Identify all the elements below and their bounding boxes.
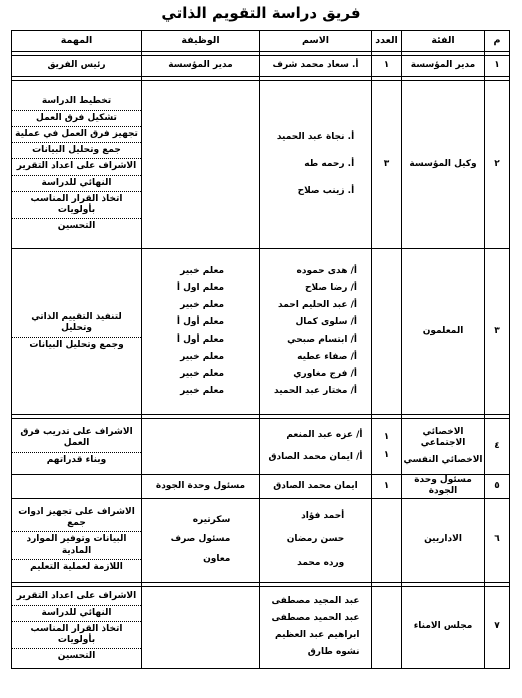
row-job: معلم أول أ bbox=[176, 317, 225, 328]
row-task: رئيس الفريق bbox=[12, 56, 142, 77]
row-jobs-cell bbox=[142, 498, 260, 582]
row-name: أ/ هدى حموده bbox=[296, 265, 357, 276]
row-category: الاخصائي النفسي bbox=[403, 455, 483, 466]
row-task: التحسين bbox=[57, 221, 96, 232]
row-job bbox=[142, 81, 260, 249]
row-count bbox=[372, 249, 402, 415]
row-category: مجلس الامناء bbox=[402, 586, 485, 668]
table-row bbox=[12, 498, 510, 582]
row-names-cell bbox=[260, 249, 372, 415]
row-name: ورده محمد bbox=[297, 557, 345, 568]
row-tasks-cell bbox=[12, 419, 142, 475]
row-name: حسن رمضان bbox=[286, 534, 345, 545]
row-name: أ/ عزه عبد المنعم bbox=[286, 430, 363, 441]
row-name: أ/ مختار عبد الحميد bbox=[274, 386, 357, 397]
row-task: اللازمة لعملية التعليم bbox=[30, 561, 123, 572]
row-job: معلم خبير bbox=[180, 300, 225, 310]
row-name: أ. زينب صلاح bbox=[297, 186, 355, 197]
row-name: أ. سعاد محمد شرف bbox=[260, 56, 372, 77]
row-name: نشوه طارق bbox=[307, 647, 360, 658]
row-task: النهائي للدراسة bbox=[12, 176, 141, 192]
header-count: العدد bbox=[372, 31, 402, 52]
row-num: ٢ bbox=[485, 81, 510, 249]
header-num: م bbox=[485, 31, 510, 52]
row-count: ١ bbox=[383, 449, 390, 460]
header-category: الفئة bbox=[402, 31, 485, 52]
row-count: ٣ bbox=[372, 81, 402, 249]
row-tasks-cell bbox=[12, 81, 142, 249]
page-title: فريق دراسة التقويم الذاتي bbox=[161, 4, 361, 22]
row-names-cell bbox=[260, 81, 372, 249]
row-category: وكيل المؤسسة bbox=[402, 81, 485, 249]
row-task: الاشراف على اعداد التقرير bbox=[12, 159, 141, 175]
row-names-cell bbox=[260, 419, 372, 475]
row-count bbox=[372, 498, 402, 582]
header-task: المهمة bbox=[12, 31, 142, 52]
row-tasks-cell bbox=[12, 498, 142, 582]
row-name: أ/ ايمان محمد الصادق bbox=[268, 451, 363, 462]
row-task: البيانات وتوفير الموارد المادية bbox=[12, 532, 141, 560]
row-name: أ/ فرج مغاوري bbox=[293, 369, 357, 379]
row-category: الاخصائي الاجتماعي bbox=[420, 426, 466, 448]
row-name: أ/ رضا صلاح bbox=[305, 282, 357, 293]
row-names-cell bbox=[260, 498, 372, 582]
row-name: عبد المجيد مصطفى bbox=[271, 595, 360, 606]
row-task bbox=[12, 475, 142, 499]
row-job bbox=[142, 586, 260, 668]
row-task: لتنفيذ التقييم الذاتي وتحليل bbox=[12, 310, 141, 338]
header-row bbox=[12, 31, 510, 52]
table-row bbox=[12, 56, 510, 77]
row-tasks-cell bbox=[12, 249, 142, 415]
row-task: النهائي للدراسة bbox=[12, 606, 141, 622]
row-name: أ/ سلوى كمال bbox=[295, 317, 357, 328]
row-name: ايمان محمد الصادق bbox=[260, 475, 372, 499]
row-job: مسئول وحدة الجودة bbox=[142, 475, 260, 499]
row-job: معاون bbox=[203, 553, 231, 564]
row-job: سكرتيره bbox=[192, 515, 231, 526]
row-job: معلم خبير bbox=[180, 386, 225, 397]
row-tasks-cell bbox=[12, 586, 142, 668]
row-count: ١ bbox=[372, 56, 402, 77]
row-name: أ. رحمه طه bbox=[304, 158, 355, 169]
row-category: المعلمون bbox=[402, 249, 485, 415]
table-row bbox=[12, 249, 510, 415]
row-category: مدير المؤسسة bbox=[402, 56, 485, 77]
row-task: الاشراف على تجهيز ادوات جمع bbox=[12, 505, 141, 533]
header-name: الاسم bbox=[260, 31, 372, 52]
table-row bbox=[12, 586, 510, 668]
row-job: معلم خبير bbox=[180, 265, 225, 276]
row-task: وجمع وتحليل البيانات bbox=[29, 339, 124, 350]
team-table bbox=[11, 30, 510, 669]
row-task: جمع وتحليل البيانات bbox=[12, 143, 141, 159]
row-num: ١ bbox=[485, 56, 510, 77]
row-name: أ/ صفاء عطيه bbox=[297, 351, 357, 362]
row-num: ٦ bbox=[485, 498, 510, 582]
row-task: الاشراف على اعداد التقرير bbox=[12, 589, 141, 605]
row-name: أ. نجاة عبد الحميد bbox=[276, 131, 355, 142]
row-job: معلم اول أ bbox=[176, 282, 225, 293]
row-count bbox=[372, 586, 402, 668]
row-name: أ/ ابتسام صبحي bbox=[287, 334, 357, 345]
row-task: تجهيز فرق العمل في عملية bbox=[12, 127, 141, 143]
row-job: معلم خبير bbox=[180, 351, 225, 362]
row-num: ٣ bbox=[485, 249, 510, 415]
row-category-cell bbox=[402, 419, 485, 475]
row-num: ٧ bbox=[485, 586, 510, 668]
row-count: ١ bbox=[383, 432, 390, 443]
row-task: وبناء قدراتهم bbox=[46, 454, 107, 465]
row-task: الاشراف على تدريب فرق العمل bbox=[12, 425, 141, 453]
row-names-cell bbox=[260, 586, 372, 668]
row-job: معلم أول أ bbox=[176, 334, 225, 345]
row-name: أ/ عبد الحليم احمد bbox=[278, 300, 357, 310]
row-job: معلم خبير bbox=[180, 369, 225, 379]
row-name: أحمد فؤاد bbox=[301, 511, 345, 522]
table-row bbox=[12, 419, 510, 475]
row-task: اتخاذ القرار المناسب بأولويات bbox=[12, 192, 141, 220]
row-task: اتخاذ القرار المناسب بأولويات bbox=[12, 622, 141, 650]
header-job: الوظيفة bbox=[142, 31, 260, 52]
row-task: تشكيل فرق العمل bbox=[12, 111, 141, 127]
table-row bbox=[12, 81, 510, 249]
row-num: ٤ bbox=[485, 419, 510, 475]
row-category: مسئول وحدة الجودة bbox=[402, 475, 485, 499]
row-job: مسئول صرف bbox=[170, 534, 231, 545]
row-category: الاداريين bbox=[402, 498, 485, 582]
row-task: تخطيط الدراسة bbox=[12, 94, 141, 110]
row-name: عبد الحميد مصطفى bbox=[271, 612, 360, 623]
row-num: ٥ bbox=[485, 475, 510, 499]
row-count-cell bbox=[372, 419, 402, 475]
row-count: ١ bbox=[372, 475, 402, 499]
row-name: ابراهيم عبد العظيم bbox=[275, 630, 360, 640]
row-job: مدير المؤسسة bbox=[142, 56, 260, 77]
table-row bbox=[12, 475, 510, 499]
row-jobs-cell bbox=[142, 249, 260, 415]
row-task: التحسين bbox=[57, 651, 96, 662]
row-job bbox=[142, 419, 260, 475]
